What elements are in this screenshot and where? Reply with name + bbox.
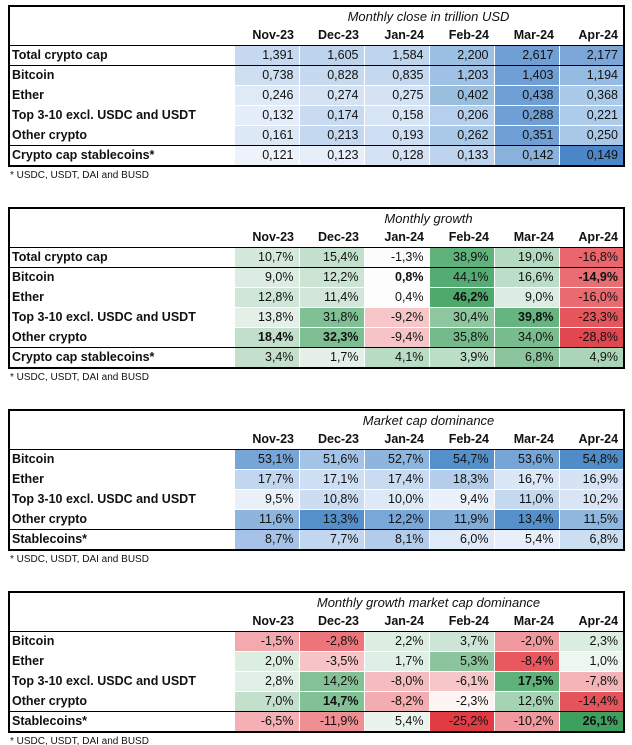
table-row xyxy=(9,66,624,86)
heat-cell: 1,0% xyxy=(559,652,624,672)
heat-cell: 4,9% xyxy=(559,348,624,369)
heat-cell: 17,7% xyxy=(234,470,299,490)
heat-cell: 39,8% xyxy=(494,308,559,328)
heat-cell: 0,161 xyxy=(234,126,299,146)
column-header: Apr-24 xyxy=(559,612,624,632)
column-header: Mar-24 xyxy=(494,228,559,248)
table-title: Market cap dominance xyxy=(362,413,495,428)
table-row xyxy=(9,450,624,470)
monthly-growth-dominance-table xyxy=(8,591,625,733)
heat-cell: 13,3% xyxy=(299,510,364,530)
heat-cell: 0,142 xyxy=(494,146,559,167)
row-label: Top 3-10 excl. USDC and USDT xyxy=(9,106,234,126)
heat-cell: 0,250 xyxy=(559,126,624,146)
heat-cell: 18,3% xyxy=(429,470,494,490)
heat-cell: -16,0% xyxy=(559,288,624,308)
monthly-close-table xyxy=(8,5,625,167)
row-label: Stablecoins* xyxy=(9,712,234,733)
heat-cell: 5,4% xyxy=(364,712,429,733)
heat-cell: -1,5% xyxy=(234,632,299,652)
heat-cell: 12,8% xyxy=(234,288,299,308)
table-row xyxy=(9,146,624,167)
heat-cell: -14,4% xyxy=(559,692,624,712)
heat-cell: 10,2% xyxy=(559,490,624,510)
spacer-cell xyxy=(9,410,234,430)
heat-cell: -6,5% xyxy=(234,712,299,733)
heat-cell: 0,149 xyxy=(559,146,624,167)
heat-cell: -8,2% xyxy=(364,692,429,712)
footnote: * USDC, USDT, DAI and BUSD xyxy=(10,736,149,745)
heat-cell: 1,194 xyxy=(559,66,624,86)
heat-cell: 2,3% xyxy=(559,632,624,652)
heat-cell: 0,438 xyxy=(494,86,559,106)
monthly-growth-table xyxy=(8,207,625,369)
heat-cell: 8,7% xyxy=(234,530,299,551)
title-row xyxy=(9,6,624,26)
heat-cell: 0,213 xyxy=(299,126,364,146)
spacer-cell xyxy=(9,6,234,26)
heat-cell: 6,8% xyxy=(494,348,559,369)
heat-cell: 13,8% xyxy=(234,308,299,328)
table-row xyxy=(9,692,624,712)
table-title: Monthly growth xyxy=(384,211,473,226)
heat-cell: 11,0% xyxy=(494,490,559,510)
heat-cell: 1,391 xyxy=(234,46,299,66)
row-label: Other crypto xyxy=(9,328,234,348)
heat-cell: 1,203 xyxy=(429,66,494,86)
heat-cell: 2,8% xyxy=(234,672,299,692)
row-label: Crypto cap stablecoins* xyxy=(9,146,234,167)
heat-cell: -16,8% xyxy=(559,248,624,268)
column-header: Nov-23 xyxy=(234,26,299,46)
heat-cell: 11,4% xyxy=(299,288,364,308)
spacer-cell xyxy=(9,592,234,612)
table-row xyxy=(9,490,624,510)
table-row xyxy=(9,248,624,268)
heat-cell: 11,6% xyxy=(234,510,299,530)
heat-cell: 46,2% xyxy=(429,288,494,308)
heat-cell: 1,584 xyxy=(364,46,429,66)
table-row xyxy=(9,46,624,66)
heat-cell: 0,402 xyxy=(429,86,494,106)
heat-cell: -6,1% xyxy=(429,672,494,692)
heat-cell: 4,1% xyxy=(364,348,429,369)
row-label: Bitcoin xyxy=(9,632,234,652)
heat-cell: 44,1% xyxy=(429,268,494,288)
footnote: * USDC, USDT, DAI and BUSD xyxy=(10,170,149,181)
column-header: Feb-24 xyxy=(429,612,494,632)
heat-cell: -9,2% xyxy=(364,308,429,328)
row-label: Other crypto xyxy=(9,510,234,530)
column-header: Jan-24 xyxy=(364,26,429,46)
heat-cell: 16,9% xyxy=(559,470,624,490)
row-label: Top 3-10 excl. USDC and USDT xyxy=(9,672,234,692)
row-label: Bitcoin xyxy=(9,450,234,470)
spacer-cell xyxy=(9,228,234,248)
heat-cell: -2,3% xyxy=(429,692,494,712)
title-row xyxy=(9,592,624,612)
heat-cell: 9,4% xyxy=(429,490,494,510)
table-row xyxy=(9,652,624,672)
month-header-row xyxy=(9,26,624,46)
heat-cell: 2,2% xyxy=(364,632,429,652)
heat-cell: 0,738 xyxy=(234,66,299,86)
table-row xyxy=(9,86,624,106)
heat-cell: -2,0% xyxy=(494,632,559,652)
heat-cell: 12,6% xyxy=(494,692,559,712)
row-label: Bitcoin xyxy=(9,268,234,288)
table-row xyxy=(9,348,624,369)
heat-cell: 18,4% xyxy=(234,328,299,348)
heat-cell: -9,4% xyxy=(364,328,429,348)
heat-cell: 3,4% xyxy=(234,348,299,369)
heat-cell: 52,7% xyxy=(364,450,429,470)
spacer-cell xyxy=(9,26,234,46)
heat-cell: 51,6% xyxy=(299,450,364,470)
heat-cell: 2,617 xyxy=(494,46,559,66)
heat-cell: 8,1% xyxy=(364,530,429,551)
row-label: Total crypto cap xyxy=(9,248,234,268)
column-header: Nov-23 xyxy=(234,612,299,632)
heat-cell: 10,7% xyxy=(234,248,299,268)
column-header: Nov-23 xyxy=(234,430,299,450)
heat-cell: 1,403 xyxy=(494,66,559,86)
heat-cell: 9,5% xyxy=(234,490,299,510)
row-label: Ether xyxy=(9,288,234,308)
heat-cell: 54,7% xyxy=(429,450,494,470)
heat-cell: 5,3% xyxy=(429,652,494,672)
heat-cell: 0,368 xyxy=(559,86,624,106)
heat-cell: 14,2% xyxy=(299,672,364,692)
table-row xyxy=(9,288,624,308)
heat-cell: -23,3% xyxy=(559,308,624,328)
heat-cell: 12,2% xyxy=(299,268,364,288)
heat-cell: -1,3% xyxy=(364,248,429,268)
heat-cell: 30,4% xyxy=(429,308,494,328)
column-header: Feb-24 xyxy=(429,228,494,248)
heat-cell: 0,121 xyxy=(234,146,299,167)
row-label: Ether xyxy=(9,470,234,490)
column-header: Apr-24 xyxy=(559,26,624,46)
table-row xyxy=(9,632,624,652)
heat-cell: 0,128 xyxy=(364,146,429,167)
heat-cell: 1,7% xyxy=(299,348,364,369)
row-label: Other crypto xyxy=(9,692,234,712)
heat-cell: 14,7% xyxy=(299,692,364,712)
heat-cell: 16,6% xyxy=(494,268,559,288)
heat-cell: 9,0% xyxy=(494,288,559,308)
heat-cell: 0,262 xyxy=(429,126,494,146)
table-row xyxy=(9,328,624,348)
heat-cell: 54,8% xyxy=(559,450,624,470)
row-label: Crypto cap stablecoins* xyxy=(9,348,234,369)
market-cap-dominance-table xyxy=(8,409,625,551)
heat-cell: 11,9% xyxy=(429,510,494,530)
heat-cell: 3,7% xyxy=(429,632,494,652)
heat-cell: 6,8% xyxy=(559,530,624,551)
column-header: Feb-24 xyxy=(429,26,494,46)
heat-cell: 0,4% xyxy=(364,288,429,308)
table-row xyxy=(9,712,624,733)
column-header: Jan-24 xyxy=(364,612,429,632)
column-header: Jan-24 xyxy=(364,430,429,450)
heat-cell: 10,8% xyxy=(299,490,364,510)
heat-cell: -14,9% xyxy=(559,268,624,288)
heat-cell: 0,174 xyxy=(299,106,364,126)
heat-cell: 1,7% xyxy=(364,652,429,672)
column-header: Nov-23 xyxy=(234,228,299,248)
heat-cell: -8,4% xyxy=(494,652,559,672)
heat-cell: 2,200 xyxy=(429,46,494,66)
month-header-row xyxy=(9,228,624,248)
heat-cell: 11,5% xyxy=(559,510,624,530)
heat-cell: 6,0% xyxy=(429,530,494,551)
heat-cell: -3,5% xyxy=(299,652,364,672)
row-label: Top 3-10 excl. USDC and USDT xyxy=(9,490,234,510)
heat-cell: 1,605 xyxy=(299,46,364,66)
row-label: Total crypto cap xyxy=(9,46,234,66)
row-label: Other crypto xyxy=(9,126,234,146)
heat-cell: 9,0% xyxy=(234,268,299,288)
row-label: Ether xyxy=(9,86,234,106)
column-header: Apr-24 xyxy=(559,228,624,248)
heat-cell: 53,6% xyxy=(494,450,559,470)
heat-cell: 26,1% xyxy=(559,712,624,733)
heat-cell: 0,133 xyxy=(429,146,494,167)
month-header-row xyxy=(9,430,624,450)
column-header: Dec-23 xyxy=(299,228,364,248)
table-title: Monthly close in trillion USD xyxy=(347,9,510,24)
heat-cell: 0,158 xyxy=(364,106,429,126)
spacer-cell xyxy=(9,612,234,632)
heat-cell: 16,7% xyxy=(494,470,559,490)
spacer-cell xyxy=(9,430,234,450)
heat-cell: 38,9% xyxy=(429,248,494,268)
heat-cell: 15,4% xyxy=(299,248,364,268)
column-header: Mar-24 xyxy=(494,26,559,46)
table-row xyxy=(9,510,624,530)
heat-cell: 17,4% xyxy=(364,470,429,490)
heat-cell: 0,288 xyxy=(494,106,559,126)
column-header: Mar-24 xyxy=(494,612,559,632)
table-row xyxy=(9,470,624,490)
heat-cell: 32,3% xyxy=(299,328,364,348)
row-label: Stablecoins* xyxy=(9,530,234,551)
heat-cell: 0,123 xyxy=(299,146,364,167)
heat-cell: 10,0% xyxy=(364,490,429,510)
table-title: Monthly growth market cap dominance xyxy=(316,595,541,610)
column-header: Apr-24 xyxy=(559,430,624,450)
month-header-row xyxy=(9,612,624,632)
table-row xyxy=(9,106,624,126)
table-row xyxy=(9,126,624,146)
heat-cell: 0,193 xyxy=(364,126,429,146)
heat-cell: -28,8% xyxy=(559,328,624,348)
heat-cell: 17,1% xyxy=(299,470,364,490)
row-label: Bitcoin xyxy=(9,66,234,86)
heat-cell: 0,206 xyxy=(429,106,494,126)
heat-cell: -2,8% xyxy=(299,632,364,652)
heat-cell: 13,4% xyxy=(494,510,559,530)
heat-cell: 0,8% xyxy=(364,268,429,288)
heat-cell: -8,0% xyxy=(364,672,429,692)
heat-cell: -7,8% xyxy=(559,672,624,692)
table-row xyxy=(9,268,624,288)
heat-cell: 12,2% xyxy=(364,510,429,530)
heat-cell: 0,351 xyxy=(494,126,559,146)
heat-cell: 3,9% xyxy=(429,348,494,369)
column-header: Feb-24 xyxy=(429,430,494,450)
heat-cell: 2,0% xyxy=(234,652,299,672)
heat-cell: 35,8% xyxy=(429,328,494,348)
heat-cell: 7,7% xyxy=(299,530,364,551)
heat-cell: -10,2% xyxy=(494,712,559,733)
column-header: Dec-23 xyxy=(299,430,364,450)
heat-cell: 5,4% xyxy=(494,530,559,551)
row-label: Ether xyxy=(9,652,234,672)
heat-cell: 19,0% xyxy=(494,248,559,268)
footnote: * USDC, USDT, DAI and BUSD xyxy=(10,372,149,383)
footnote: * USDC, USDT, DAI and BUSD xyxy=(10,554,149,565)
table-row xyxy=(9,308,624,328)
heat-cell: 34,0% xyxy=(494,328,559,348)
title-row xyxy=(9,208,624,228)
heat-cell: -25,2% xyxy=(429,712,494,733)
heat-cell: 0,132 xyxy=(234,106,299,126)
heat-cell: 0,246 xyxy=(234,86,299,106)
heat-cell: 0,221 xyxy=(559,106,624,126)
heat-cell: 0,835 xyxy=(364,66,429,86)
column-header: Dec-23 xyxy=(299,612,364,632)
heat-cell: 0,275 xyxy=(364,86,429,106)
heat-cell: 7,0% xyxy=(234,692,299,712)
spacer-cell xyxy=(9,208,234,228)
heat-cell: 2,177 xyxy=(559,46,624,66)
title-row xyxy=(9,410,624,430)
heat-cell: 31,8% xyxy=(299,308,364,328)
column-header: Jan-24 xyxy=(364,228,429,248)
column-header: Mar-24 xyxy=(494,430,559,450)
table-row xyxy=(9,530,624,551)
heat-cell: 53,1% xyxy=(234,450,299,470)
column-header: Dec-23 xyxy=(299,26,364,46)
heat-cell: 0,274 xyxy=(299,86,364,106)
row-label: Top 3-10 excl. USDC and USDT xyxy=(9,308,234,328)
heat-cell: 17,5% xyxy=(494,672,559,692)
heat-cell: 0,828 xyxy=(299,66,364,86)
table-row xyxy=(9,672,624,692)
heat-cell: -11,9% xyxy=(299,712,364,733)
